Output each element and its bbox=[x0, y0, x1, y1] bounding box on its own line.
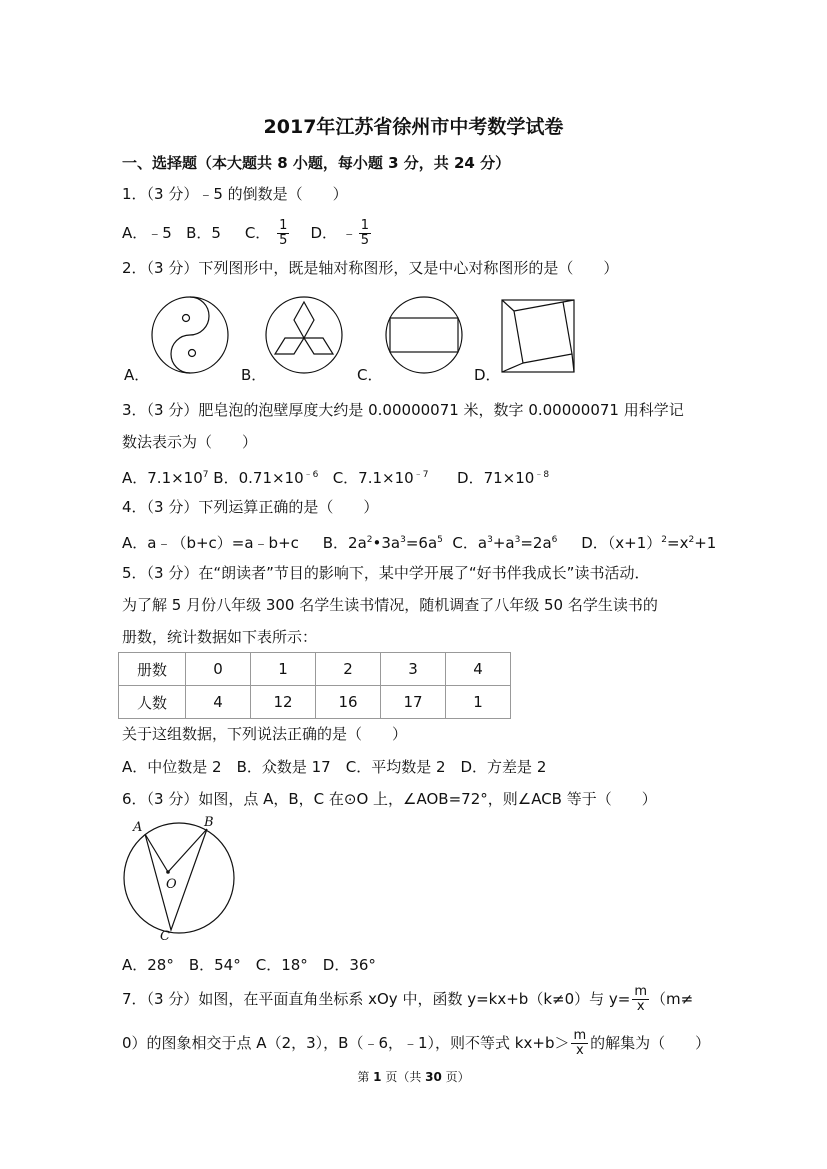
table-row bbox=[119, 686, 511, 719]
table-cell: 2 bbox=[316, 653, 381, 686]
q3-stem-line2: 数法表示为（ ） bbox=[122, 433, 258, 451]
table-cell: 0 bbox=[186, 653, 251, 686]
table-cell: 17 bbox=[381, 686, 446, 719]
q2-figure-c bbox=[386, 297, 462, 373]
q6-label-b: B bbox=[204, 815, 214, 830]
q6-circle-figure bbox=[118, 814, 248, 944]
q5-options: A．中位数是 2 B．众数是 17 C．平均数是 2 D．方差是 2 bbox=[122, 758, 547, 776]
q6-center-point bbox=[166, 870, 170, 874]
q2-figure-b bbox=[266, 297, 342, 373]
q2-label-d: D． bbox=[474, 366, 501, 384]
footer-text: 页） bbox=[441, 1070, 470, 1084]
q4-option-a: A．a﹣（b+c）=a﹣b+c bbox=[122, 534, 299, 552]
q7-text-3: 0）的图象相交于点 A（2，3），B（﹣6，﹣1），则不等式 kx+b＞ bbox=[122, 1034, 570, 1052]
q1-option-a: A．﹣5 bbox=[122, 224, 172, 242]
q5-question: 关于这组数据，下列说法正确的是（ ） bbox=[122, 725, 408, 743]
table-cell: 1 bbox=[251, 653, 316, 686]
q7-fraction-2: $\frac{m}{x}$ bbox=[573, 1028, 587, 1058]
q4-option-c: C．$a^3+a^3=2a^6$ bbox=[452, 534, 558, 552]
q1-c-fraction: $\frac{1}{5}$ bbox=[279, 218, 288, 248]
table-row bbox=[119, 653, 511, 686]
table-cell: 16 bbox=[316, 686, 381, 719]
table-cell: 3 bbox=[381, 653, 446, 686]
q4-option-d: D．$(x+1)^2=x^2+1$ bbox=[581, 534, 717, 552]
q2-figure-d bbox=[502, 300, 574, 372]
q1-d-fraction: $\frac{1}{5}$ bbox=[360, 218, 370, 248]
q7-text-4: 的解集为（ ） bbox=[590, 1034, 711, 1052]
table-cell: 册数 bbox=[119, 653, 186, 686]
q4-options bbox=[122, 530, 716, 553]
q5-stem-line2: 为了解 5 月份八年级 300 名学生读书情况，随机调查了八年级 50 名学生读书的 bbox=[122, 596, 658, 614]
q5-stem-line3: 册数，统计数据如下表所示： bbox=[122, 628, 318, 646]
q3-option-a: A．$7.1\times 10^7$ bbox=[122, 469, 209, 487]
q6-angle-aob bbox=[145, 829, 207, 872]
table-cell: 4 bbox=[446, 653, 511, 686]
q2-figure-a bbox=[152, 297, 228, 373]
footer-text: 页（共 bbox=[381, 1070, 426, 1084]
page-number: 1 bbox=[373, 1070, 382, 1084]
q6-stem: 6．（3 分）如图，点 A，B，C 在⊙O 上，∠AOB=72°，则∠ACB 等于（ ） bbox=[122, 790, 657, 808]
q7-text-1: 7．（3 分）如图，在平面直角坐标系 xOy 中，函数 y=kx+b（k≠0）与 y= bbox=[122, 990, 631, 1008]
q6-label-c: C bbox=[160, 929, 170, 944]
table-cell: 4 bbox=[186, 686, 251, 719]
q1-option-d: D． bbox=[310, 224, 337, 242]
table-cell: 人数 bbox=[119, 686, 186, 719]
q3-options bbox=[122, 465, 549, 488]
page-total: 30 bbox=[425, 1070, 442, 1084]
q3-stem-line1: 3．（3 分）肥皂泡的泡壁厚度大约是 0.00000071 米，数字 0.00000071 用科学记 bbox=[122, 401, 684, 419]
q6-label-a: A bbox=[133, 820, 143, 835]
page-footer bbox=[0, 1068, 827, 1085]
q3-option-c: C．$7.1\times 10^{﹣7}$ bbox=[332, 469, 429, 487]
q1-options bbox=[122, 216, 373, 250]
q2-label-b: B． bbox=[241, 366, 267, 384]
q6-circle bbox=[124, 823, 234, 933]
q6-options: A．28° B．54° C．18° D．36° bbox=[122, 956, 376, 974]
q1-stem: 1．（3 分）﹣5 的倒数是（ ） bbox=[122, 185, 348, 203]
q7-stem-line1 bbox=[122, 984, 693, 1014]
page-title: 2017年江苏省徐州市中考数学试卷 bbox=[263, 116, 564, 138]
q7-text-2: （m≠ bbox=[651, 990, 694, 1008]
q5-data-table bbox=[118, 652, 511, 719]
q2-label-c: C． bbox=[357, 366, 383, 384]
q1-option-c: C． bbox=[244, 224, 271, 242]
q4-option-b: B．$2a^2•3a^3=6a^5$ bbox=[322, 534, 443, 552]
table-cell: 12 bbox=[251, 686, 316, 719]
footer-text: 第 bbox=[357, 1070, 374, 1084]
q7-stem-line2 bbox=[122, 1028, 710, 1058]
section-heading: 一、选择题（本大题共 8 小题，每小题 3 分，共 24 分） bbox=[122, 154, 511, 172]
q2-figures bbox=[118, 292, 588, 382]
q1-d-sign: ﹣ bbox=[341, 224, 357, 242]
q7-fraction-1: $\frac{m}{x}$ bbox=[634, 984, 648, 1014]
q6-label-o: O bbox=[166, 877, 177, 892]
q2-label-a: A． bbox=[124, 366, 150, 384]
q1-option-b: B．5 bbox=[186, 224, 221, 242]
q4-stem: 4．（3 分）下列运算正确的是（ ） bbox=[122, 498, 379, 516]
q3-option-d: D．$71\times 10^{﹣8}$ bbox=[457, 469, 550, 487]
q2-stem: 2．（3 分）下列图形中，既是轴对称图形，又是中心对称图形的是（ ） bbox=[122, 259, 619, 277]
q5-stem-line1: 5．（3 分）在“朗读者”节目的影响下，某中学开展了“好书伴我成长”读书活动． bbox=[122, 564, 650, 582]
table-cell: 1 bbox=[446, 686, 511, 719]
q3-option-b: B．$0.71\times 10^{﹣6}$ bbox=[213, 469, 319, 487]
